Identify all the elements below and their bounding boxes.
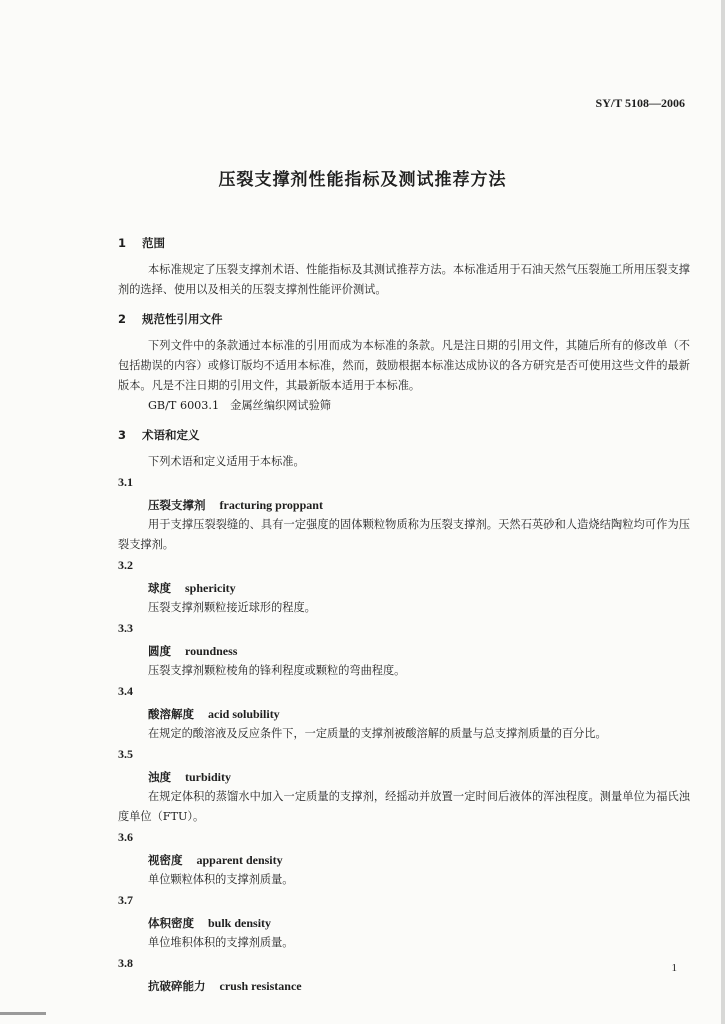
term-chinese: 视密度	[148, 853, 183, 867]
section-title: 范围	[142, 236, 165, 250]
term-chinese: 浊度	[148, 770, 171, 784]
term-definition: 在规定体积的蒸馏水中加入一定质量的支撑剂，经摇动并放置一定时间后液体的浑浊程度。测量单位为福氏浊度单位（FTU）。	[118, 790, 690, 823]
page-number: 1	[671, 962, 677, 974]
term-definition: 压裂支撑剂颗粒接近球形的程度。	[148, 601, 316, 614]
term-entry	[118, 702, 690, 724]
clause-number: 3.2	[118, 558, 133, 572]
normative-reference: GB/T 6003.1 金属丝编织网试验筛	[148, 399, 331, 412]
section-heading	[118, 424, 690, 446]
term-chinese: 抗破碎能力	[148, 979, 206, 993]
term-chinese: 体积密度	[148, 916, 194, 930]
section-title: 规范性引用文件	[142, 312, 223, 326]
clause-number: 3.4	[118, 684, 133, 698]
standard-code: SY/T 5108—2006	[595, 96, 685, 110]
paragraph: 下列术语和定义适用于本标准。	[148, 455, 305, 468]
paragraph: 本标准规定了压裂支撑剂术语、性能指标及其测试推荐方法。本标准适用于石油天然气压裂施工所用压裂支撑剂的选择、使用以及相关的压裂支撑剂性能评价测试。	[118, 263, 690, 296]
term-english: bulk density	[208, 916, 272, 930]
clause-number: 3.6	[118, 830, 133, 844]
section-number: 2	[118, 312, 127, 326]
document-title: 压裂支撑剂性能指标及测试推荐方法	[218, 170, 507, 190]
term-entry	[118, 974, 690, 996]
term-entry	[118, 848, 690, 870]
term-entry	[118, 911, 690, 933]
section-heading	[118, 308, 690, 330]
term-definition: 单位颗粒体积的支撑剂质量。	[148, 873, 294, 886]
term-chinese: 酸溶解度	[148, 707, 194, 721]
term-english: sphericity	[185, 581, 236, 595]
term-english: roundness	[185, 644, 238, 658]
term-english: apparent density	[196, 853, 283, 867]
paragraph: 下列文件中的条款通过本标准的引用而成为本标准的条款。凡是注日期的引用文件，其随后所有的修改单（不包括勘误的内容）或修订版均不适用本标准，然而，鼓励根据本标准达成协议的各方研究是否可使用这些文件的最新版本。凡是不注日期的引用文件，其最新版本适用于本标准。	[118, 339, 690, 392]
section-heading	[118, 232, 690, 254]
term-entry	[118, 639, 690, 661]
term-definition: 用于支撑压裂裂缝的、具有一定强度的固体颗粒物质称为压裂支撑剂。天然石英砂和人造烧结陶粒均可作为压裂支撑剂。	[118, 518, 690, 551]
term-english: crush resistance	[219, 979, 302, 993]
term-entry	[118, 765, 690, 787]
term-english: turbidity	[185, 770, 232, 784]
clause-number: 3.7	[118, 893, 133, 907]
term-entry	[118, 493, 690, 515]
term-chinese: 压裂支撑剂	[148, 498, 206, 512]
section-title: 术语和定义	[142, 428, 200, 442]
clause-number: 3.3	[118, 621, 133, 635]
term-chinese: 球度	[148, 581, 171, 595]
scan-edge-left	[0, 1012, 46, 1015]
term-chinese: 圆度	[148, 644, 171, 658]
scan-edge-right	[721, 0, 725, 1024]
clause-number: 3.5	[118, 747, 133, 761]
document-body	[118, 232, 690, 996]
term-definition: 单位堆积体积的支撑剂质量。	[148, 936, 294, 949]
clause-number: 3.1	[118, 475, 133, 489]
section-number: 1	[118, 236, 127, 250]
term-definition: 在规定的酸溶液及反应条件下，一定质量的支撑剂被酸溶解的质量与总支撑剂质量的百分比。	[148, 727, 607, 740]
section-number: 3	[118, 428, 127, 442]
clause-number: 3.8	[118, 956, 133, 970]
term-english: acid solubility	[208, 707, 280, 721]
term-english: fracturing proppant	[219, 498, 323, 512]
term-entry	[118, 576, 690, 598]
term-definition: 压裂支撑剂颗粒棱角的锋利程度或颗粒的弯曲程度。	[148, 664, 406, 677]
